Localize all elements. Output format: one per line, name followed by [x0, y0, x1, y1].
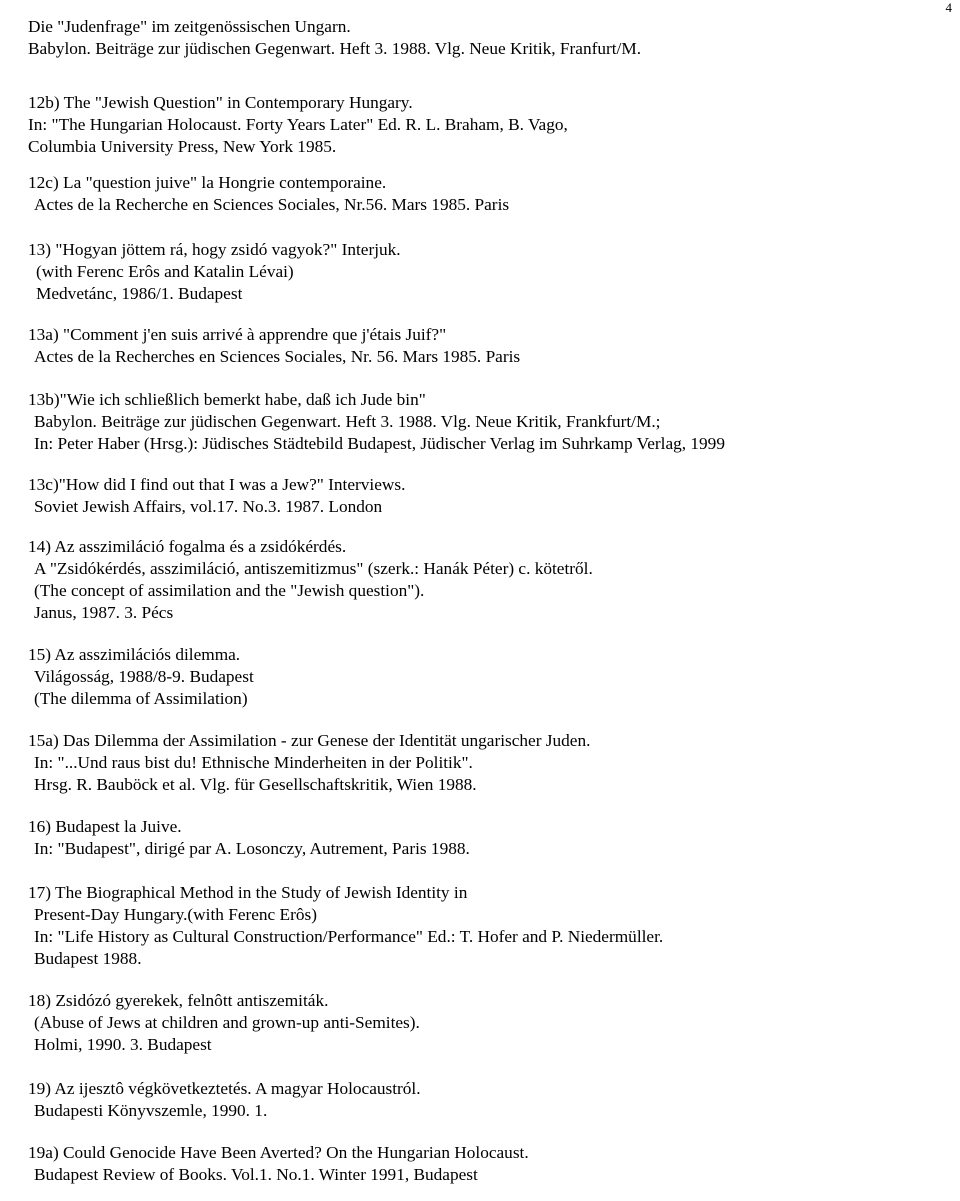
entry-19a-title: 19a) Could Genocide Have Been Averted? On the Hungarian Holocaust. — [28, 1143, 529, 1162]
entry-12a-title: Die "Judenfrage" im zeitgenössischen Ungarn. — [28, 17, 351, 36]
entry-15a-title: 15a) Das Dilemma der Assimilation - zur Genese der Identität ungarischer Juden. — [28, 731, 591, 750]
entry-12b-publisher: Columbia University Press, New York 1985. — [28, 137, 337, 156]
entry-13-authors: (with Ferenc Erôs and Katalin Lévai) — [36, 262, 294, 281]
entry-13b-title: 13b)"Wie ich schließlich bemerkt habe, daß ich Jude bin" — [28, 390, 426, 409]
entry-17-title: 17) The Biographical Method in the Study of Jewish Identity in — [28, 883, 468, 902]
entry-18-title: 18) Zsidózó gyerekek, felnôtt antiszemiták. — [28, 991, 329, 1010]
entry-19-title: 19) Az ijesztô végkövetkeztetés. A magyar Holocaustról. — [28, 1079, 421, 1098]
entry-13b-reprint: In: Peter Haber (Hrsg.): Jüdisches Städtebild Budapest, Jüdischer Verlag im Suhrkamp Verlag, 1999 — [34, 434, 725, 453]
entry-14-source: Janus, 1987. 3. Pécs — [34, 603, 174, 622]
entry-19-source: Budapesti Könyvszemle, 1990. 1. — [34, 1101, 268, 1120]
entry-13-source: Medvetánc, 1986/1. Budapest — [36, 284, 243, 303]
entry-17-title-cont: Present-Day Hungary.(with Ferenc Erôs) — [34, 905, 317, 924]
entry-13a-title: 13a) "Comment j'en suis arrivé à apprendre que j'étais Juif?" — [28, 325, 447, 344]
entry-13a-source: Actes de la Recherches en Sciences Sociales, Nr. 56. Mars 1985. Paris — [34, 347, 521, 366]
entry-17-place: Budapest 1988. — [34, 949, 142, 968]
entry-15-translation: (The dilemma of Assimilation) — [34, 689, 248, 708]
entry-17-source: In: "Life History as Cultural Construction/Performance" Ed.: T. Hofer and P. Niedermüller. — [34, 927, 664, 946]
entry-15-source: Világosság, 1988/8-9. Budapest — [34, 667, 254, 686]
entry-13b-source: Babylon. Beiträge zur jüdischen Gegenwart. Heft 3. 1988. Vlg. Neue Kritik, Frankfurt/M.; — [34, 412, 661, 431]
entry-19a-source: Budapest Review of Books. Vol.1. No.1. Winter 1991, Budapest — [34, 1165, 478, 1184]
entry-16-source: In: "Budapest", dirigé par A. Losonczy, Autrement, Paris 1988. — [34, 839, 470, 858]
entry-12c-title: 12c) La "question juive" la Hongrie contemporaine. — [28, 173, 387, 192]
entry-14-title: 14) Az asszimiláció fogalma és a zsidókérdés. — [28, 537, 347, 556]
page-number: 4 — [945, 0, 952, 15]
entry-15-title: 15) Az asszimilációs dilemma. — [28, 645, 241, 664]
entry-15a-source: In: "...Und raus bist du! Ethnische Minderheiten in der Politik". — [34, 753, 473, 772]
entry-14-subtitle: A "Zsidókérdés, asszimiláció, antiszemitizmus" (szerk.: Hanák Péter) c. kötetről. — [34, 559, 593, 578]
entry-12b-title: 12b) The "Jewish Question" in Contemporary Hungary. — [28, 93, 413, 112]
entry-12a-source: Babylon. Beiträge zur jüdischen Gegenwart. Heft 3. 1988. Vlg. Neue Kritik, Franfurt/M. — [28, 39, 642, 58]
entry-15a-publisher: Hrsg. R. Bauböck et al. Vlg. für Gesellschaftskritik, Wien 1988. — [34, 775, 477, 794]
entry-18-translation: (Abuse of Jews at children and grown-up anti-Semites). — [34, 1013, 420, 1032]
entry-13c-source: Soviet Jewish Affairs, vol.17. No.3. 1987. London — [34, 497, 383, 516]
entry-12b-source: In: "The Hungarian Holocaust. Forty Years Later" Ed. R. L. Braham, B. Vago, — [28, 115, 568, 134]
entry-16-title: 16) Budapest la Juive. — [28, 817, 182, 836]
entry-13c-title: 13c)"How did I find out that I was a Jew?" Interviews. — [28, 475, 406, 494]
entry-12c-source: Actes de la Recherche en Sciences Sociales, Nr.56. Mars 1985. Paris — [34, 195, 510, 214]
entry-13-title: 13) "Hogyan jöttem rá, hogy zsidó vagyok?" Interjuk. — [28, 240, 401, 259]
entry-14-translation: (The concept of assimilation and the "Jewish question"). — [34, 581, 425, 600]
entry-18-source: Holmi, 1990. 3. Budapest — [34, 1035, 212, 1054]
